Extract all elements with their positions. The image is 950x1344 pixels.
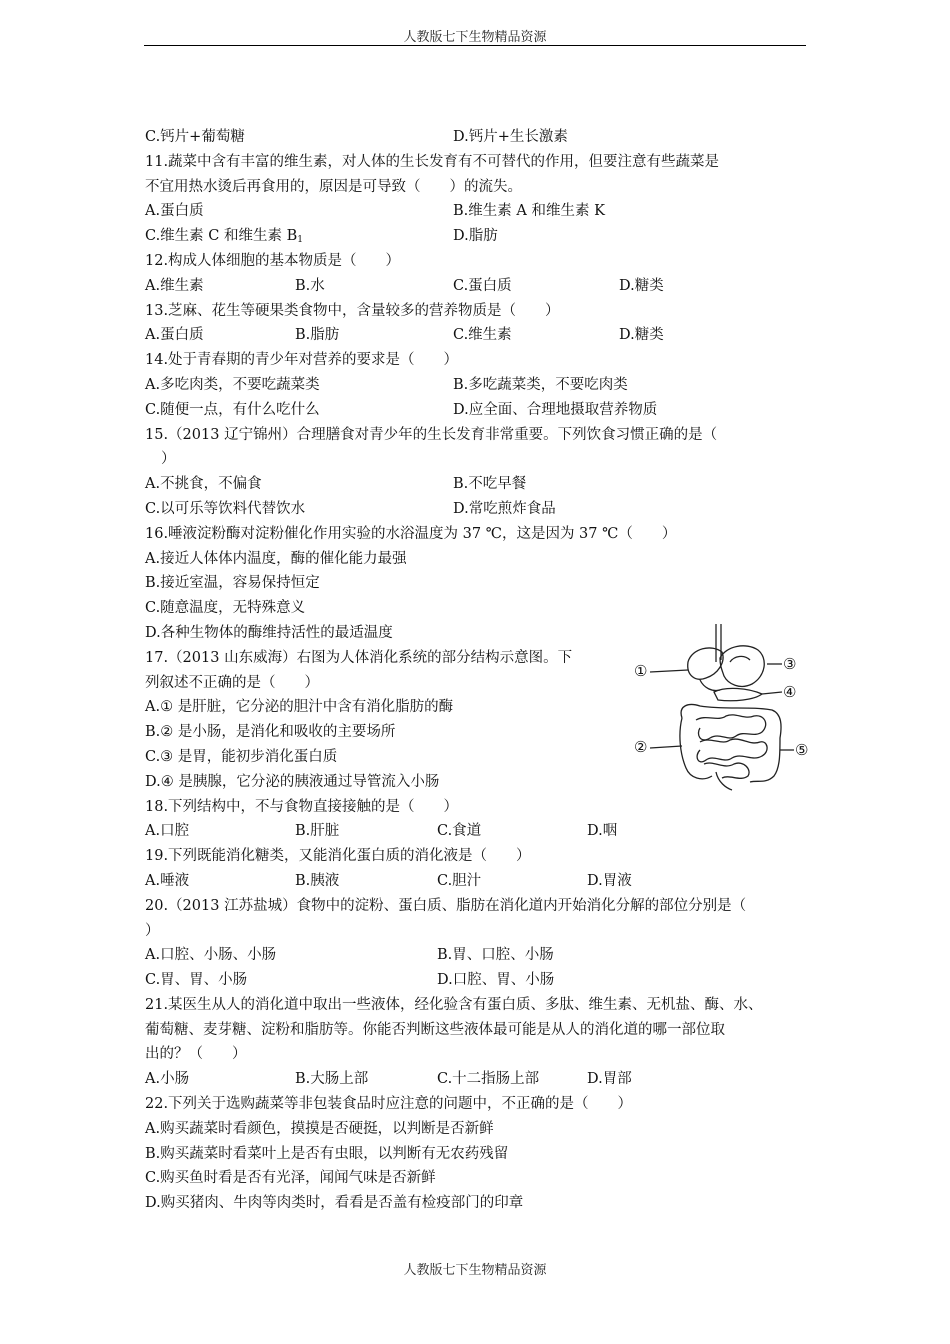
q18-stem: 18.下列结构中，不与食物直接接触的是（ ） bbox=[145, 798, 459, 815]
q13-stem: 13.芝麻、花生等硬果类食物中，含量较多的营养物质是（ ） bbox=[145, 302, 560, 319]
q20-stem-line-2: ） bbox=[145, 922, 160, 939]
q13-option-c: C.维生素 bbox=[453, 327, 512, 344]
q21-stem-line-1: 21.某医生从人的消化道中取出一些液体，经化验含有蛋白质、多肽、维生素、无机盐、酶、水、 bbox=[145, 996, 763, 1013]
q20-option-d: D.口腔、胃、小肠 bbox=[437, 972, 555, 989]
q11-option-c-subscript: 1 bbox=[297, 235, 303, 246]
q18-options-row bbox=[145, 819, 807, 844]
q19-option-d: D.胃液 bbox=[587, 872, 632, 889]
q19-option-c: C.胆汁 bbox=[437, 872, 482, 889]
q17-option-a: A.① 是肝脏，它分泌的胆汁中含有消化脂肪的酶 bbox=[145, 699, 454, 716]
q19-options-row bbox=[145, 869, 807, 894]
q10-option-d: D.钙片+生长激素 bbox=[453, 129, 568, 145]
q16-option-c: C.随意温度，无特殊意义 bbox=[145, 600, 306, 617]
header-rule bbox=[144, 45, 806, 46]
q20-options-row-1 bbox=[145, 943, 807, 968]
q17-option-b: B.② 是小肠，是消化和吸收的主要场所 bbox=[145, 724, 396, 741]
q14-options-row-1 bbox=[145, 373, 807, 398]
q15-option-b: B.不吃早餐 bbox=[453, 476, 527, 493]
q11-option-d: D.脂肪 bbox=[453, 228, 498, 245]
q16-option-b: B.接近室温，容易保持恒定 bbox=[145, 575, 320, 592]
q15-stem-line-2: ） bbox=[161, 451, 176, 468]
q14-stem: 14.处于青春期的青少年对营养的要求是（ ） bbox=[145, 352, 459, 369]
q21-option-d: D.胃部 bbox=[587, 1071, 632, 1088]
q12-option-d: D.糖类 bbox=[619, 277, 664, 294]
q13-option-a: A.蛋白质 bbox=[145, 327, 204, 344]
figure-label-5: ⑤ bbox=[795, 741, 809, 759]
figure-label-1: ① bbox=[634, 662, 648, 680]
q17-option-d: D.④ 是胰腺，它分泌的胰液通过导管流入小肠 bbox=[145, 773, 440, 790]
q18-option-a: A.口腔 bbox=[145, 823, 190, 840]
q21-option-a: A.小肠 bbox=[145, 1071, 190, 1088]
q11-options-row-1 bbox=[145, 199, 807, 224]
q19-stem: 19.下列既能消化糖类，又能消化蛋白质的消化液是（ ） bbox=[145, 848, 531, 865]
q21-option-b: B.大肠上部 bbox=[295, 1071, 369, 1088]
q10-option-c: C.钙片+葡萄糖 bbox=[145, 129, 245, 145]
page-header: 人教版七下生物精品资源 bbox=[403, 30, 547, 45]
q22-option-d: D.购买猪肉、牛肉等肉类时，看看是否盖有检疫部门的印章 bbox=[145, 1195, 524, 1212]
q16-stem: 16.唾液淀粉酶对淀粉催化作用实验的水浴温度为 37 ℃，这是因为 37 ℃（ ） bbox=[145, 525, 677, 542]
q21-stem-line-2: 葡萄糖、麦芽糖、淀粉和脂肪等。你能否判断这些液体最可能是从人的消化道的哪一部位取 bbox=[145, 1021, 725, 1038]
figure-label-4: ④ bbox=[783, 683, 797, 701]
q17-stem-line-1: 17.（2013 山东威海）右图为人体消化系统的部分结构示意图。下 bbox=[145, 649, 573, 666]
q22-option-c: C.购买鱼时看是否有光泽，闻闻气味是否新鲜 bbox=[145, 1170, 436, 1187]
q14-option-c: C.随便一点，有什么吃什么 bbox=[145, 401, 320, 418]
q18-option-c: C.食道 bbox=[437, 823, 482, 840]
q19-option-a: A.唾液 bbox=[145, 872, 190, 889]
q11-stem-line-2: 不宜用热水烫后再食用的，原因是可导致（ ）的流失。 bbox=[145, 178, 522, 195]
q15-stem-line-1: 15.（2013 辽宁锦州）合理膳食对青少年的生长发育非常重要。下列饮食习惯正确的是（ bbox=[145, 426, 718, 443]
q22-option-b: B.购买蔬菜时看菜叶上是否有虫眼，以判断有无农药残留 bbox=[145, 1145, 509, 1162]
q13-option-b: B.脂肪 bbox=[295, 327, 340, 344]
q18-option-d: D.咽 bbox=[587, 823, 618, 840]
q11-stem-line-1: 11.蔬菜中含有丰富的维生素，对人体的生长发育有不可替代的作用，但要注意有些蔬菜是 bbox=[145, 153, 720, 170]
q15-options-row-1 bbox=[145, 472, 807, 497]
q15-options-row-2 bbox=[145, 497, 807, 522]
q12-option-a: A.维生素 bbox=[145, 277, 204, 294]
q22-stem: 22.下列关于选购蔬菜等非包装食品时应注意的问题中，不正确的是（ ） bbox=[145, 1096, 633, 1113]
q17-option-c: C.③ 是胃，能初步消化蛋白质 bbox=[145, 748, 338, 765]
q21-options-row bbox=[145, 1067, 807, 1092]
q20-stem-line-1: 20.（2013 江苏盐城）食物中的淀粉、蛋白质、脂肪在消化道内开始消化分解的部位分别是（ bbox=[145, 897, 747, 914]
q12-option-c: C.蛋白质 bbox=[453, 277, 512, 294]
q20-option-b: B.胃、口腔、小肠 bbox=[437, 947, 554, 964]
q15-option-c: C.以可乐等饮料代替饮水 bbox=[145, 500, 306, 517]
q10-options-row bbox=[145, 125, 807, 150]
figure-label-3: ③ bbox=[783, 655, 797, 673]
q16-option-a: A.接近人体体内温度，酶的催化能力最强 bbox=[145, 550, 407, 567]
q19-option-b: B.胰液 bbox=[295, 872, 340, 889]
q11-option-c-text: C.维生素 C 和维生素 B bbox=[145, 228, 298, 245]
q16-option-d: D.各种生物体的酶维持活性的最适温度 bbox=[145, 624, 393, 641]
q12-option-b: B.水 bbox=[295, 277, 325, 294]
q12-options-row bbox=[145, 274, 807, 299]
q11-option-a: A.蛋白质 bbox=[145, 203, 204, 220]
q21-option-c: C.十二指肠上部 bbox=[437, 1071, 540, 1088]
q11-option-b: B.维生素 A 和维生素 K bbox=[453, 203, 605, 220]
q20-option-a: A.口腔、小肠、小肠 bbox=[145, 947, 277, 964]
q14-option-d: D.应全面、合理地摄取营养物质 bbox=[453, 401, 658, 418]
q20-options-row-2 bbox=[145, 968, 807, 993]
q21-stem-line-3: 出的？（ ） bbox=[145, 1046, 247, 1063]
digestive-system-diagram bbox=[630, 622, 822, 792]
q14-option-b: B.多吃蔬菜类，不要吃肉类 bbox=[453, 376, 628, 393]
q11-options-row-2 bbox=[145, 224, 807, 249]
q14-options-row-2 bbox=[145, 398, 807, 423]
figure-label-2: ② bbox=[634, 738, 648, 756]
page-footer: 人教版七下生物精品资源 bbox=[403, 1263, 547, 1278]
q13-option-d: D.糖类 bbox=[619, 327, 664, 344]
q22-option-a: A.购买蔬菜时看颜色，摸摸是否硬挺，以判断是否新鲜 bbox=[145, 1120, 494, 1137]
q14-option-a: A.多吃肉类，不要吃蔬菜类 bbox=[145, 376, 320, 393]
q15-option-d: D.常吃煎炸食品 bbox=[453, 500, 556, 517]
q20-option-c: C.胃、胃、小肠 bbox=[145, 972, 248, 989]
q18-option-b: B.肝脏 bbox=[295, 823, 340, 840]
q12-stem: 12.构成人体细胞的基本物质是（ ） bbox=[145, 252, 401, 269]
q13-options-row bbox=[145, 323, 807, 348]
q15-option-a: A.不挑食，不偏食 bbox=[145, 476, 262, 493]
q17-stem-line-2: 列叙述不正确的是（ ） bbox=[145, 674, 319, 691]
